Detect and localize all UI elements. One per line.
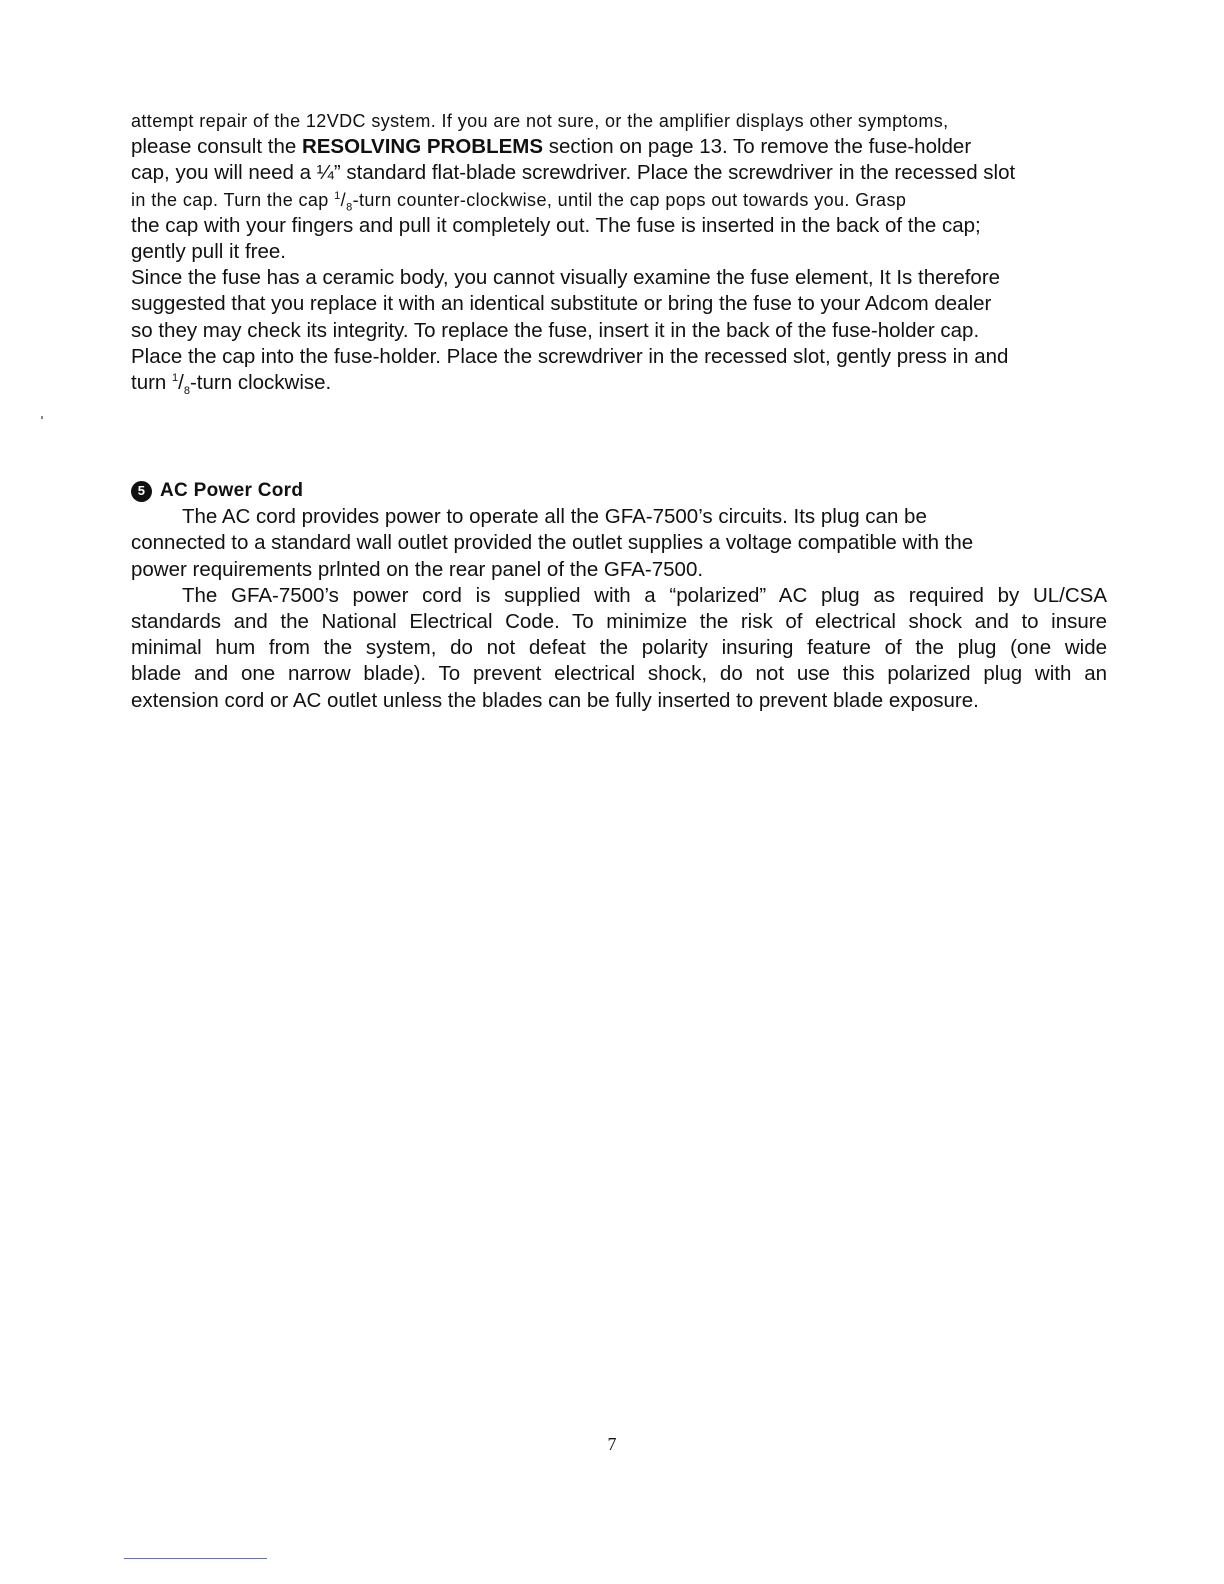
fuse-line-11-end: -turn clockwise. <box>189 371 332 395</box>
fuse-line-4-end: -turn counter-clockwise, until the cap pops out towards you. Grasp <box>352 189 907 210</box>
fuse-line-7: Since the fuse has a ceramic body, you cannot visually examine the fuse element, It Is therefore <box>131 266 1001 290</box>
ac-p2-line-4: blade and one narrow blade). To prevent electrical shock, do not use this polarized plug with an <box>131 662 1107 686</box>
fuse-line-2 <box>131 134 1107 160</box>
fuse-line-3: cap, you will need a ¼” standard flat-blade screwdriver. Place the screwdriver in the recessed slot <box>131 161 1016 185</box>
ac-p1-line-2: connected to a standard wall outlet provided the outlet supplies a voltage compatible with the <box>131 531 974 555</box>
fuse-line-2-start: please consult the <box>131 135 302 159</box>
fuse-line-9: so they may check its integrity. To replace the fuse, insert it in the back of the fuse-holder cap. <box>131 318 980 342</box>
fuse-line-6: gently pull it free. <box>131 240 286 264</box>
fuse-line-8: suggested that you replace it with an identical substitute or bring the fuse to your Adcom dealer <box>131 292 992 316</box>
fuse-paragraph <box>131 108 1107 396</box>
fraction-denominator-2: 8 <box>183 385 190 398</box>
page-number: 7 <box>607 1434 617 1454</box>
ac-p2-line-3: minimal hum from the system, do not defeat the polarity insuring feature of the plug (one wide <box>131 636 1107 660</box>
ac-p1-line-3: power requirements prlnted on the rear panel of the GFA-7500. <box>131 557 704 581</box>
fuse-line-11-start: turn <box>131 371 173 395</box>
section-title: AC Power Cord <box>160 480 304 502</box>
ac-p2-line-5: extension cord or AC outlet unless the blades can be fully inserted to prevent blade exposure. <box>131 688 979 712</box>
fraction-denominator: 8 <box>346 201 353 214</box>
ac-p2-line-2: standards and the National Electrical Code. To minimize the risk of electrical shock and to insure <box>131 610 1107 634</box>
fraction-numerator-2: 1 <box>172 372 179 385</box>
fuse-line-11: turn $^1/_8$-turn clockwise. <box>131 371 332 398</box>
ac-power-cord-section <box>131 478 1107 714</box>
fuse-line-4-start: in the cap. Turn the cap <box>131 189 335 210</box>
ac-paragraph-1 <box>131 504 1107 583</box>
page-body <box>131 108 1107 714</box>
fraction-numerator: 1 <box>334 189 341 202</box>
scan-speck <box>41 416 43 419</box>
fuse-line-5: the cap with your fingers and pull it completely out. The fuse is inserted in the back of the cap; <box>131 213 981 237</box>
fuse-line-4: in the cap. Turn the cap $^1/_8$-turn counter-clockwise, until the cap pops out towards you. Grasp <box>131 189 907 214</box>
ac-paragraph-2 <box>131 583 1107 714</box>
ac-p2-line-1: The GFA-7500’s power cord is supplied with a “polarized” AC plug as required by UL/CSA <box>182 583 1107 607</box>
numbered-bullet-icon: 5 <box>131 481 152 502</box>
fuse-line-2-end: section on page 13. To remove the fuse-holder <box>543 135 972 159</box>
ac-p1-line-1: The AC cord provides power to operate all the GFA-7500’s circuits. Its plug can be <box>182 505 927 529</box>
fuse-line-10: Place the cap into the fuse-holder. Place the screwdriver in the recessed slot, gently press in and <box>131 344 1009 368</box>
section-heading <box>131 478 1107 504</box>
resolving-problems-reference: RESOLVING PROBLEMS <box>301 135 544 159</box>
fuse-line-1: attempt repair of the 12VDC system. If you are not sure, or the amplifier displays other symptoms, <box>131 111 949 131</box>
footer-rule <box>124 1558 267 1559</box>
